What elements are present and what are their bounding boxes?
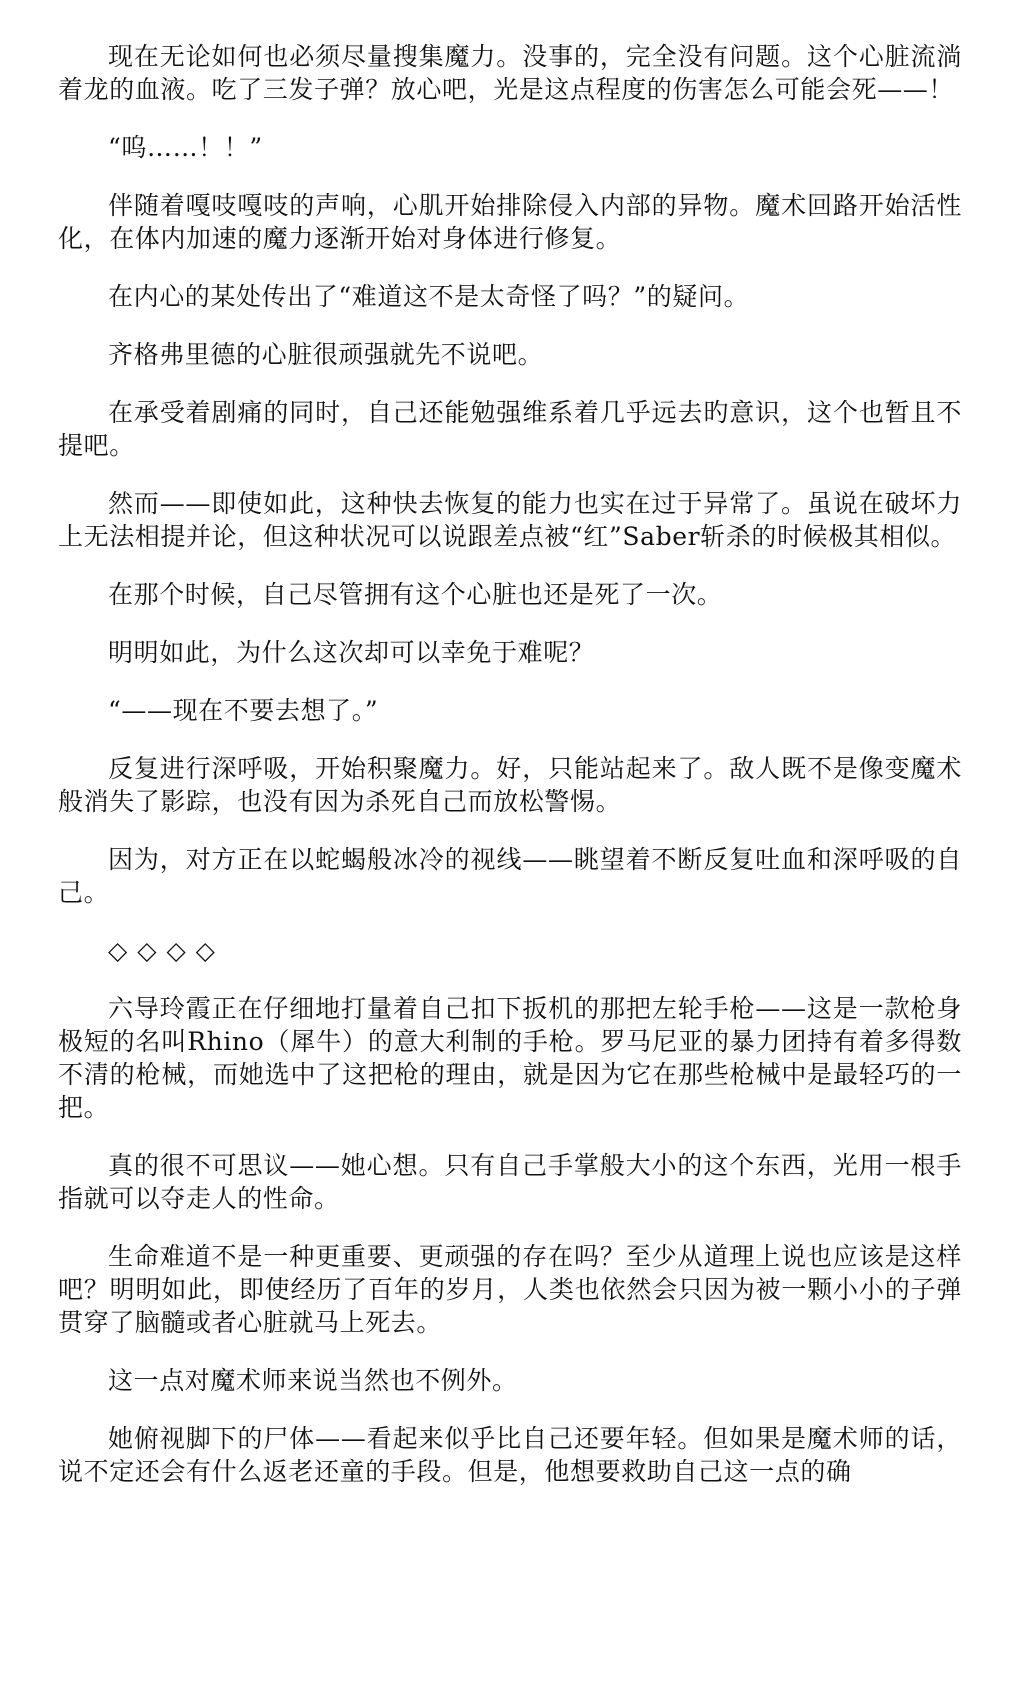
paragraph: “呜……！！” xyxy=(108,133,263,162)
paragraph: 齐格弗里德的心脏很顽强就先不说吧。 xyxy=(108,340,544,369)
paragraph: 然而——即使如此，这种快去恢复的能力也实在过于异常了。虽说在破坏力上无法相提并论，但这种状况可以说跟差点被“红”Saber斩杀的时候极其相似。 xyxy=(58,489,962,551)
paragraph: 生命难道不是一种更重要、更顽强的存在吗？至少从道理上说也应该是这样吧？明明如此，即使经历了百年的岁月，人类也依然会只因为被一颗小小的子弹贯穿了脑髓或者心脏就马上死去。 xyxy=(58,1242,962,1337)
paragraph: 反复进行深呼吸，开始积聚魔力。好，只能站起来了。敌人既不是像变魔术般消失了影踪，也没有因为杀死自己而放松警惕。 xyxy=(58,754,962,816)
paragraph: 这一点对魔术师来说当然也不例外。 xyxy=(108,1366,518,1395)
paragraph: 因为，对方正在以蛇蝎般冰冷的视线——眺望着不断反复吐血和深呼吸的自己。 xyxy=(58,845,962,907)
paragraph: 现在无论如何也必须尽量搜集魔力。没事的，完全没有问题。这个心脏流淌着龙的血液。吃了三发子弹？放心吧，光是这点程度的伤害怎么可能会死——！ xyxy=(58,42,962,104)
paragraph: “——现在不要去想了。” xyxy=(108,696,379,725)
page-text xyxy=(58,40,962,1488)
paragraph: 她俯视脚下的尸体——看起来似乎比自己还要年轻。但如果是魔术师的话，说不定还会有什么返老还童的手段。但是，他想要救助自己这一点的确 xyxy=(58,1424,962,1486)
paragraph: 明明如此，为什么这次却可以幸免于难呢？ xyxy=(108,638,595,667)
paragraph: 在内心的某处传出了“难道这不是太奇怪了吗？”的疑问。 xyxy=(108,282,750,311)
paragraph: 真的很不可思议——她心想。只有自己手掌般大小的这个东西，光用一根手指就可以夺走人的性命。 xyxy=(58,1151,962,1213)
paragraph: 六导玲霞正在仔细地打量着自己扣下扳机的那把左轮手枪——这是一款枪身极短的名叫Rhino（犀牛）的意大利制的手枪。罗马尼亚的暴力团持有着多得数不清的枪械，而她选中了这把枪的理由，就是因为它在那些枪械中是最轻巧的一把。 xyxy=(58,994,962,1122)
paragraph: 在承受着剧痛的同时，自己还能勉强维系着几乎远去旳意识，这个也暂且不提吧。 xyxy=(58,398,962,460)
paragraph: 伴随着嘎吱嘎吱的声响，心肌开始排除侵入内部的异物。魔术回路开始活性化，在体内加速的魔力逐渐开始对身体进行修复。 xyxy=(58,191,962,253)
paragraph: 在那个时候，自己尽管拥有这个心脏也还是死了一次。 xyxy=(108,580,723,609)
section-divider: ◇◇◇◇ xyxy=(108,936,225,965)
